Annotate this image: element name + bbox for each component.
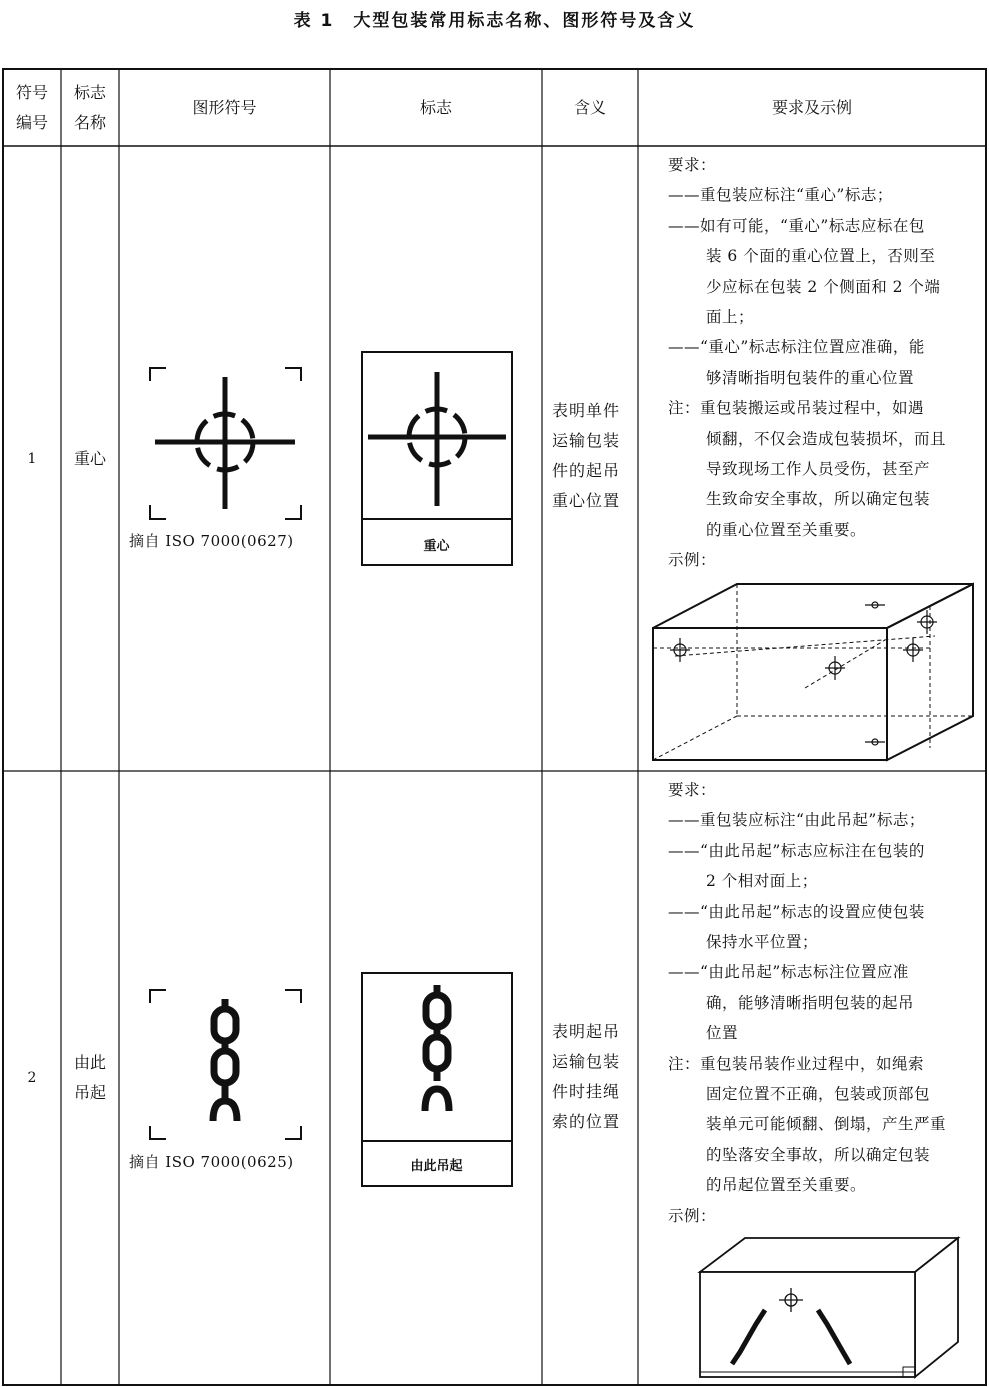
row-1-number: 1 [27, 450, 37, 467]
row-1-example-box-diagram [645, 578, 985, 768]
sling-here-sign [330, 771, 542, 1385]
row-2-sign-label: 由此吊起 [410, 1159, 463, 1174]
header-meaning: 含义 [573, 97, 606, 117]
header-number: 符号 编号 [15, 82, 48, 132]
header-requirements: 要求及示例 [771, 97, 852, 117]
center-of-gravity-sign [330, 146, 542, 771]
header-name: 标志 名称 [73, 82, 106, 132]
sling-here-symbol [119, 771, 330, 1385]
row-1-name: 重心 [73, 448, 106, 468]
center-of-gravity-symbol [119, 146, 330, 771]
row-2-symbol-caption: 摘自 ISO 7000(0625) [129, 1153, 294, 1171]
row-2-meaning: 表明起吊 运输包装 件时挂绳 索的位置 [552, 1022, 621, 1131]
header-symbol: 图形符号 [192, 97, 257, 117]
row-1-meaning: 表明单件 运输包装 件的起吊 重心位置 [552, 401, 621, 510]
row-1-symbol-caption: 摘自 ISO 7000(0627) [129, 532, 294, 550]
row-1-sign-label: 重心 [423, 539, 450, 554]
row-2-name: 由此 吊起 [73, 1053, 106, 1102]
header-sign: 标志 [419, 97, 452, 117]
row-2-number: 2 [27, 1070, 37, 1086]
row-2-requirements: 要求： ——重包装应标注“由此吊起”标志； ——“由此吊起”标志应标注在包装的 2 个相对面上； ——“由此吊起”标志的设置应使包装 保持水平位置； ——“由此吊起”标志标注位置应准 确，能够清晰指明包装的起吊 位置 注：重包装吊装作业过程中，如绳索 固定位置不正确，包装或顶部包 装单元可能倾翻、倒塌，产生严重 的坠落安全事故，所以确定包装 的吊起位置至关重要。 示例： [668, 781, 947, 1225]
row-2-example-crate-diagram [690, 1232, 989, 1387]
row-1-requirements: 要求： ——重包装应标注“重心”标志； ——如有可能，“重心”标志应标在包 装 6 个面的重心位置上，否则至 少应标在包装 2 个侧面和 2 个端 面上； ——“重心”标志标注位置应准确，能 够清晰指明包装件的重心位置 注：重包装搬运或吊装过程中，如遇 倾翻，不仅会造成包装损坏，而且 导致现场工作人员受伤，甚至产 生致命安全事故，所以确定包装 的重心位置至关重要。 示例： [668, 156, 947, 570]
table-title: 表 1 大型包装常用标志名称、图形符号及含义 [293, 11, 696, 31]
